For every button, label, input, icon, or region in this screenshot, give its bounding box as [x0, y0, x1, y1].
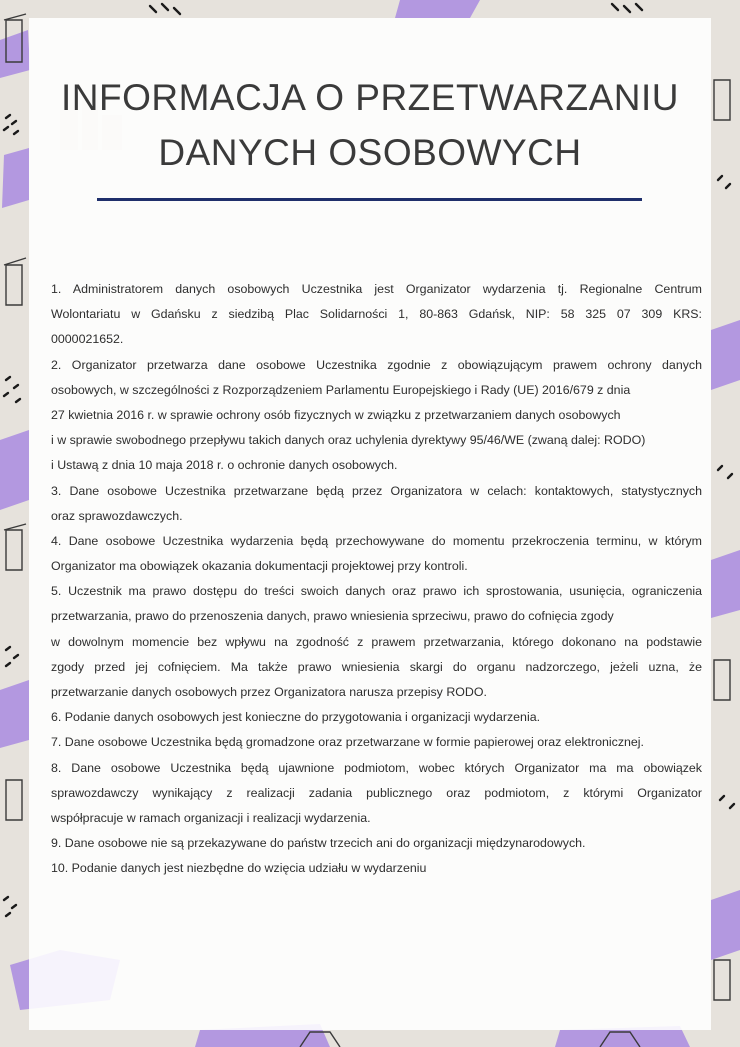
document-body [51, 277, 702, 882]
document-line: Organizator ma obowiązek okazania dokumentacji projektowej przy kontroli. [51, 559, 468, 574]
document-line: oraz sprawozdawczych. [51, 508, 183, 523]
title-divider [97, 198, 642, 201]
document-line: 4. Dane osobowe Uczestnika wydarzenia będą przechowywane do momentu przekroczenia terminu, w którym [51, 533, 702, 548]
document-line: 9. Dane osobowe nie są przekazywane do państw trzecich ani do organizacji międzynarodowych. [51, 836, 586, 851]
document-line: 27 kwietnia 2016 r. w sprawie ochrony osób fizycznych w związku z przetwarzaniem danych osobowych [51, 407, 621, 422]
document-line: 5. Uczestnik ma prawo dostępu do treści swoich danych oraz prawo ich sprostowania, usunięcia, ograniczenia [51, 584, 702, 599]
title-line-1: INFORMACJA O PRZETWARZANIU [60, 77, 680, 118]
document-line: i w sprawie swobodnego przepływu takich danych oraz uchylenia dyrektywy 95/46/WE (zwaną dalej: RODO) [51, 433, 646, 448]
document-line: współpracuje w ramach organizacji i realizacji wydarzenia. [51, 810, 371, 825]
document-line: 0000021652. [51, 332, 124, 347]
document-line: osobowych, w szczególności z Rozporządzeniem Parlamentu Europejskiego i Rady (UE) 2016/679 z dnia [51, 382, 631, 397]
document-line: i Ustawą z dnia 10 maja 2018 r. o ochronie danych osobowych. [51, 458, 398, 473]
document-line: przetwarzanie danych osobowych przez Organizatora narusza przepisy RODO. [51, 685, 487, 699]
document-line: 8. Dane osobowe Uczestnika będą ujawnione podmiotom, wobec których Organizator ma ma obowiązek [51, 760, 702, 775]
document-sheet [29, 18, 711, 1030]
document-line: przetwarzania, prawo do przenoszenia danych, prawo wniesienia sprzeciwu, prawo do cofnięcia zgody [51, 609, 614, 624]
document-line: sprawozdawczy wynikający z realizacji zadania publicznego oraz podmiotom, z którymi Organizator [51, 785, 702, 800]
document-line: 1. Administratorem danych osobowych Uczestnika jest Organizator wydarzenia tj. Regionalne Centrum [51, 282, 702, 296]
document-line: 10. Podanie danych jest niezbędne do wzięcia udziału w wydarzeniu [51, 861, 427, 876]
document-line: zgody przed jej cofnięciem. Ma także prawo wniesienia skargi do organu nadzorczego, jeżeli uzna, że [51, 659, 702, 674]
document-line: 6. Podanie danych osobowych jest konieczne do przygotowania i organizacji wydarzenia. [51, 710, 541, 725]
document-line: 2. Organizator przetwarza dane osobowe Uczestnika zgodnie z obowiązującym prawem ochrony danych [51, 357, 702, 372]
document-line: w dowolnym momencie bez wpływu na zgodność z prawem przetwarzania, którego dokonano na podstawie [51, 634, 702, 649]
document-line: 7. Dane osobowe Uczestnika będą gromadzone oraz przetwarzane w formie papierowej oraz elektronicznej. [51, 735, 644, 750]
document-line: 3. Dane osobowe Uczestnika przetwarzane będą przez Organizatora w celach: kontaktowych, statystycznych [51, 483, 702, 498]
title-line-2: DANYCH OSOBOWYCH [158, 132, 582, 173]
document-line: Wolontariatu w Gdańsku z siedzibą Plac Solidarności 1, 80-863 Gdańsk, NIP: 58 325 07 309 KRS: [51, 307, 702, 322]
page-title [29, 70, 711, 180]
